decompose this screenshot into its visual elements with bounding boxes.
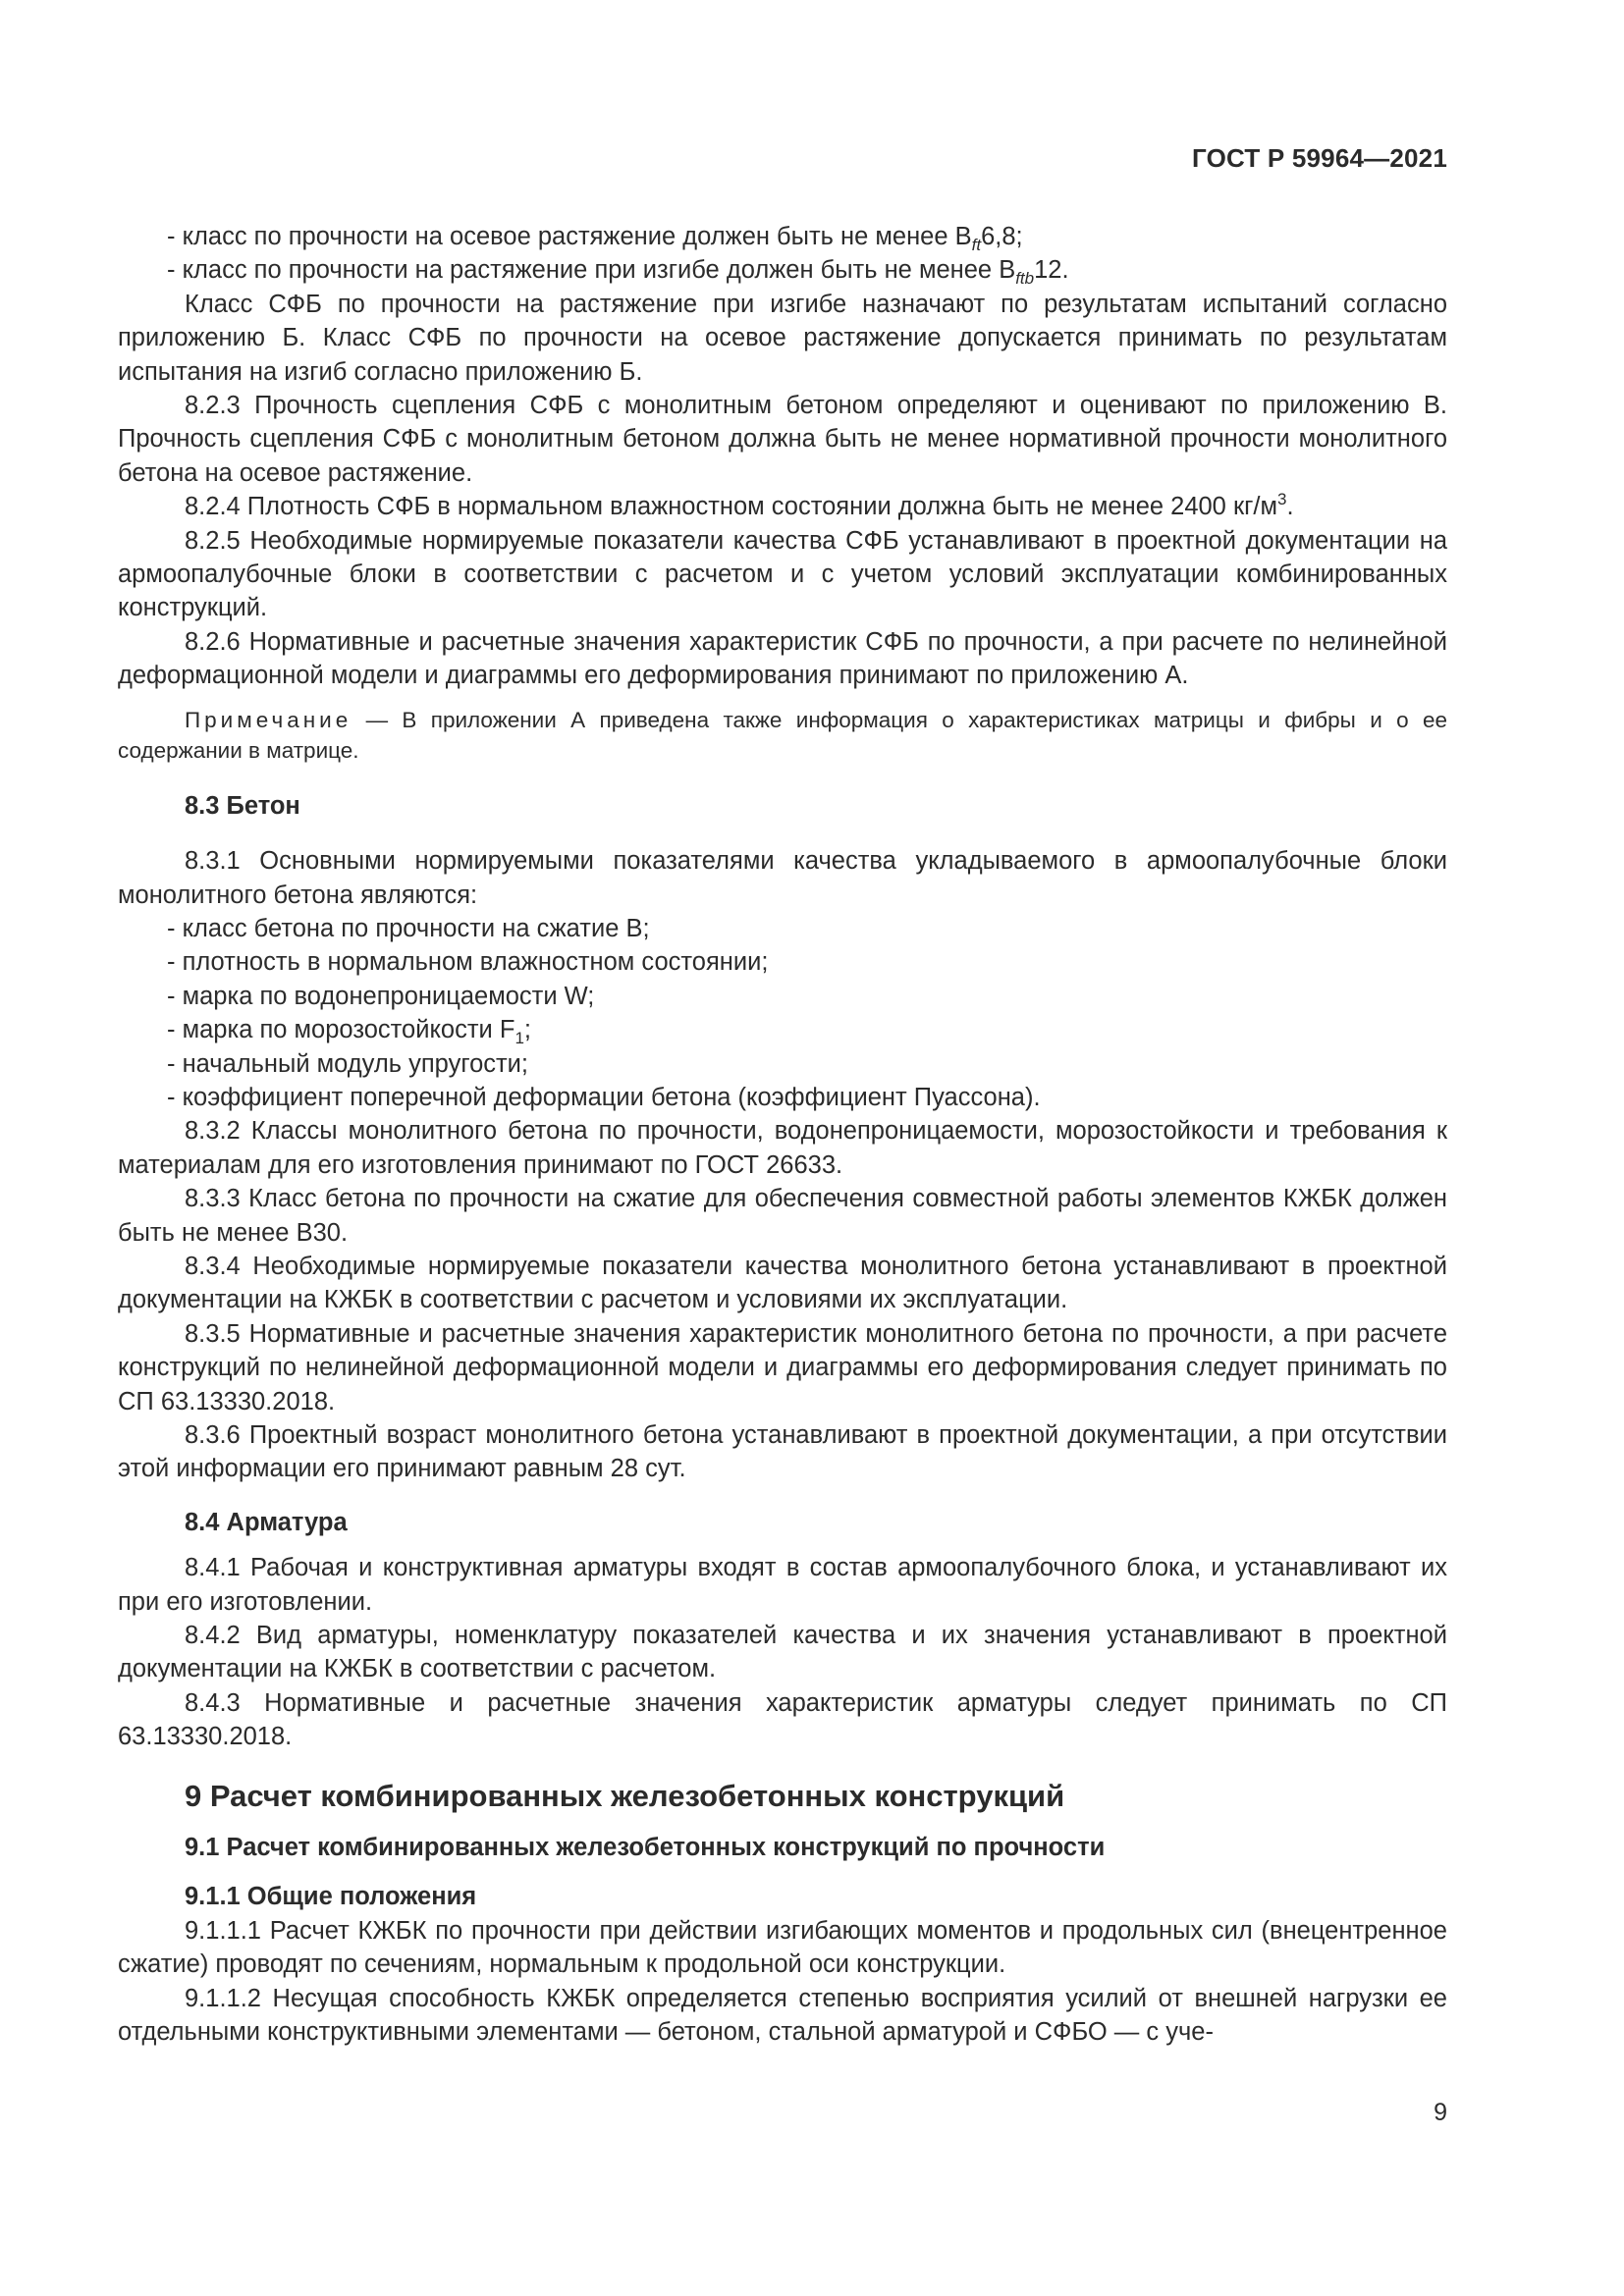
paragraph-9-1-1-2: 9.1.1.2 Несущая способность КЖБК определяется степенью восприятия усилий от внешней нагрузки ее отдельными конструктивными элементами — бетоном, стальной арматурой и СФБО — с уче- <box>118 1984 1447 2047</box>
requirement-axial-tension <box>118 220 1447 253</box>
paragraph-8-3-5: 8.3.5 Нормативные и расчетные значения характеристик монолитного бетона по прочности, а при расчете конструкций по нелинейной деформационной модели и диаграммы его деформирования следует принимать по СП 63.13330.2018. <box>118 1319 1447 1415</box>
section-heading-8-4: 8.4 Арматура <box>185 1508 348 1536</box>
subscript: 1 <box>514 1029 524 1048</box>
document-header-id: ГОСТ Р 59964—2021 <box>1192 143 1447 173</box>
paragraph-8-3-1: 8.3.1 Основными нормируемыми показателями качества укладываемого в армоопалубочные блоки монолитного бетона являются: <box>118 847 1447 909</box>
list-item <box>118 1013 1447 1046</box>
text: - класс по прочности на растяжение при изгибе должен быть не менее B <box>167 256 1016 285</box>
paragraph-class: Класс СФБ по прочности на растяжение при изгибе назначают по результатам испытаний согласно приложению Б. Класс СФБ по прочности на осевое растяжение допускается принимать по результатам испытания на изгиб согласно приложению Б. <box>118 290 1447 386</box>
paragraph-8-3-2: 8.3.2 Классы монолитного бетона по прочности, водонепроницаемости, морозостойкости и требования к материалам для его изготовления принимают по ГОСТ 26633. <box>118 1117 1447 1179</box>
text: 12. <box>1034 256 1069 285</box>
subscript: ftb <box>1015 269 1035 289</box>
text: 8.2.4 Плотность СФБ в нормальном влажностном состоянии должна быть не менее 2400 кг/м <box>185 493 1278 521</box>
paragraph-8-4-2: 8.4.2 Вид арматуры, номенклатуру показателей качества и их значения устанавливают в проектной документации на КЖБК в соответствии с расчетом. <box>118 1622 1447 1683</box>
document-body <box>118 220 1447 2050</box>
list-item: - класс бетона по прочности на сжатие В; <box>167 914 650 942</box>
section-heading-9-1: 9.1 Расчет комбинированных железобетонных конструкций по прочности <box>185 1834 1106 1862</box>
paragraph-8-2-3: 8.2.3 Прочность сцепления СФБ с монолитным бетоном определяют и оценивают по приложению В. Прочность сцепления СФБ с монолитным бетоном должна быть не менее нормативной прочности монолитного бетона на осевое растяжение. <box>118 392 1447 487</box>
paragraph-8-3-4: 8.3.4 Необходимые нормируемые показатели качества монолитного бетона устанавливают в проектной документации на КЖБК в соответствии с расчетом и условиями их эксплуатации. <box>118 1252 1447 1314</box>
section-heading-9: 9 Расчет комбинированных железобетонных конструкций <box>185 1778 1065 1813</box>
paragraph-8-3-6: 8.3.6 Проектный возраст монолитного бетона устанавливают в проектной документации, а при отсутствии этой информации его принимают равным 28 сут. <box>118 1421 1447 1483</box>
paragraph-9-1-1-1: 9.1.1.1 Расчет КЖБК по прочности при действии изгибающих моментов и продольных сил (внецентренное сжатие) проводят по сечениям, нормальным к продольной оси конструкции. <box>118 1916 1447 1979</box>
note <box>118 705 1447 766</box>
section-heading-8-3: 8.3 Бетон <box>185 791 300 820</box>
paragraph-8-4-3: 8.4.3 Нормативные и расчетные значения характеристик арматуры следует принимать по СП 63.13330.2018. <box>118 1688 1447 1751</box>
list-item: - плотность в нормальном влажностном состоянии; <box>167 948 769 977</box>
list-item: - марка по водонепроницаемости W; <box>167 982 595 1010</box>
text: - марка по морозостойкости F <box>167 1016 515 1044</box>
paragraph-8-4-1: 8.4.1 Рабочая и конструктивная арматуры входят в состав армоопалубочного блока, и устанавливают их при его изготовлении. <box>118 1554 1447 1616</box>
text: ; <box>523 1016 531 1044</box>
superscript: 3 <box>1277 490 1287 509</box>
subscript: ft <box>971 236 982 254</box>
text: . <box>1286 493 1294 521</box>
text: 6,8; <box>981 223 1023 250</box>
paragraph-8-2-6: 8.2.6 Нормативные и расчетные значения характеристик СФБ по прочности, а при расчете по нелинейной деформационной модели и диаграммы его деформирования принимают по приложению А. <box>118 627 1447 690</box>
requirement-bending-tension <box>118 253 1447 287</box>
page-number: 9 <box>1434 2099 1447 2126</box>
paragraph-8-3-3: 8.3.3 Класс бетона по прочности на сжатие для обеспечения совместной работы элементов КЖБК должен быть не менее В30. <box>118 1185 1447 1247</box>
note-label: Примечание <box>185 707 352 732</box>
note-text: — В приложении А приведена также информация о характеристиках матрицы и фибры и о ее содержании в матрице. <box>118 707 1447 763</box>
paragraph-8-2-4 <box>118 490 1447 523</box>
list-item: - начальный модуль упругости; <box>167 1049 529 1078</box>
list-item: - коэффициент поперечной деформации бетона (коэффициент Пуассона). <box>167 1083 1041 1111</box>
text: - класс по прочности на осевое растяжение должен быть не менее B <box>167 223 972 250</box>
paragraph-8-2-5: 8.2.5 Необходимые нормируемые показатели качества СФБ устанавливают в проектной документации на армоопалубочные блоки в соответствии с расчетом и с учетом условий эксплуатации комбинированных конструкций. <box>118 526 1447 622</box>
section-heading-9-1-1: 9.1.1 Общие положения <box>185 1883 477 1911</box>
